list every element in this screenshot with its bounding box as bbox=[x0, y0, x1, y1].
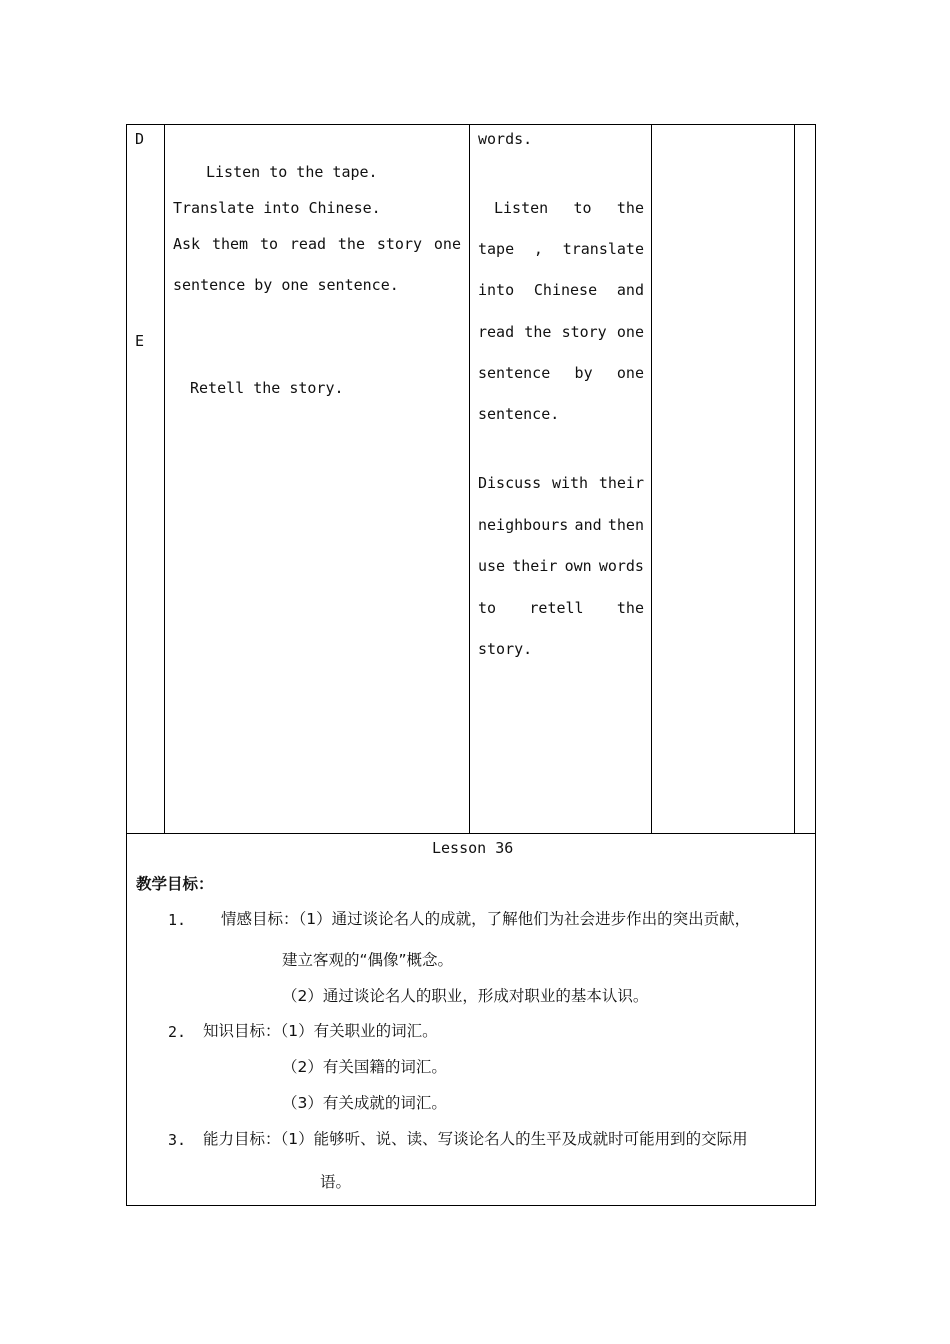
word: and bbox=[574, 515, 602, 534]
item1-line2: 建立客观的“偶像”概念。 bbox=[282, 951, 454, 969]
item3-line2: 语。 bbox=[320, 1173, 352, 1191]
word: read bbox=[289, 235, 327, 253]
upper-table-top-border bbox=[126, 124, 816, 125]
teacher-activity-listen: Listen to the tape. bbox=[206, 163, 378, 181]
word: Listen bbox=[494, 199, 549, 217]
word: tape bbox=[478, 240, 515, 259]
word: them bbox=[211, 235, 249, 253]
justified-line bbox=[478, 323, 644, 341]
step-letter-d: D bbox=[135, 130, 145, 148]
word: and bbox=[616, 281, 644, 300]
lesson-box-right-border bbox=[815, 124, 816, 1206]
item2-line2: （2）有关国籍的词汇。 bbox=[282, 1058, 447, 1076]
upper-table-divider-2 bbox=[469, 124, 470, 834]
student-activity-words: words. bbox=[478, 130, 533, 148]
item1-line3: （2）通过谈论名人的职业，形成对职业的基本认识。 bbox=[282, 987, 649, 1005]
item3-number: 3. bbox=[168, 1131, 187, 1149]
teacher-activity-translate: Translate into Chinese. bbox=[173, 199, 381, 217]
justified-line bbox=[478, 516, 644, 534]
word: own bbox=[564, 557, 592, 575]
word: the bbox=[524, 322, 552, 341]
word: sentence bbox=[478, 363, 551, 382]
item1-line1: 情感目标：（1）通过谈论名人的成就，了解他们为社会进步作出的突出贡献， bbox=[221, 910, 751, 928]
justified-line bbox=[478, 557, 644, 575]
justified-line bbox=[478, 599, 644, 617]
lesson-title: Lesson 36 bbox=[432, 839, 514, 857]
item2-line3: （3）有关成就的词汇。 bbox=[282, 1094, 447, 1112]
word: with bbox=[551, 474, 589, 492]
objectives-heading: 教学目标： bbox=[136, 875, 214, 893]
word: one bbox=[616, 363, 644, 382]
upper-table-divider-1 bbox=[164, 124, 165, 834]
justified-line bbox=[478, 364, 644, 382]
word: neighbours bbox=[478, 515, 569, 534]
teacher-activity-sentence: sentence by one sentence. bbox=[173, 276, 399, 294]
word: by bbox=[574, 363, 593, 382]
upper-table-left-border bbox=[126, 124, 127, 834]
word: their bbox=[598, 474, 644, 492]
word: Discuss bbox=[478, 474, 542, 492]
upper-table-divider-4 bbox=[794, 124, 795, 834]
item2-line1: 知识目标：（1）有关职业的词汇。 bbox=[203, 1022, 438, 1040]
upper-table-divider-3 bbox=[651, 124, 652, 834]
word: words bbox=[598, 557, 644, 575]
word: one bbox=[616, 322, 644, 341]
step-letter-e: E bbox=[135, 332, 145, 350]
word: then bbox=[607, 515, 644, 534]
lesson-box-bottom-border bbox=[126, 1205, 816, 1206]
word: to bbox=[573, 199, 592, 217]
word: story bbox=[561, 322, 607, 341]
word: Ask bbox=[173, 235, 201, 253]
word: the bbox=[616, 598, 644, 617]
word: one bbox=[433, 235, 461, 253]
word: Chinese bbox=[533, 281, 598, 300]
justified-line bbox=[478, 240, 644, 258]
justified-line bbox=[478, 474, 644, 492]
word: to bbox=[259, 235, 279, 253]
student-activity-para1-last: sentence. bbox=[478, 405, 560, 423]
word: the bbox=[616, 199, 644, 217]
word: , bbox=[533, 240, 543, 259]
justified-line bbox=[494, 199, 644, 217]
word: their bbox=[512, 557, 558, 575]
word: use bbox=[478, 557, 506, 575]
justified-line bbox=[478, 281, 644, 299]
word: translate bbox=[562, 240, 644, 259]
word: read bbox=[478, 322, 515, 341]
word: story bbox=[376, 235, 423, 253]
word: to bbox=[478, 598, 497, 617]
teacher-activity-retell: Retell the story. bbox=[190, 379, 344, 397]
lesson-box-top-border bbox=[126, 833, 816, 834]
word: into bbox=[478, 281, 515, 300]
item3-line1: 能力目标：（1）能够听、说、读、写谈论名人的生平及成就时可能用到的交际用 bbox=[203, 1130, 748, 1148]
teacher-activity-ask bbox=[173, 235, 461, 253]
word: retell bbox=[529, 598, 584, 617]
student-activity-para2-last: story. bbox=[478, 640, 533, 658]
word: the bbox=[337, 235, 365, 253]
item2-number: 2. bbox=[168, 1023, 187, 1041]
item1-number: 1. bbox=[168, 911, 187, 929]
lesson-box-left-border bbox=[126, 833, 127, 1206]
